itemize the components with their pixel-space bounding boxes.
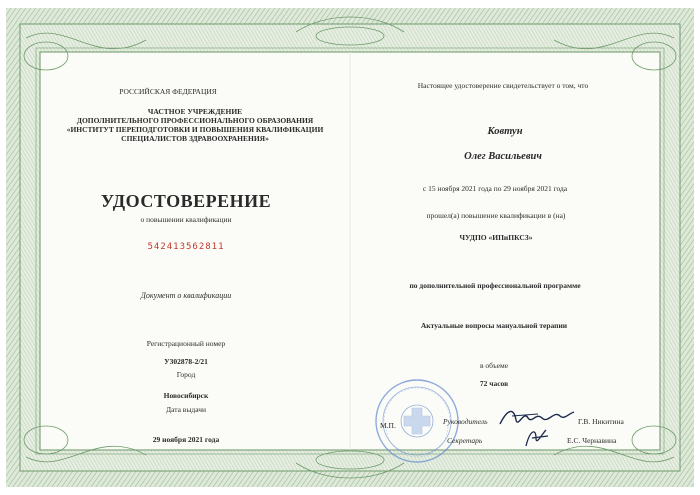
seal-place-label: М.П. (380, 421, 396, 430)
program-label: по дополнительной профессиональной программе (409, 281, 581, 290)
org-line-2: ДОПОЛНИТЕЛЬНОГО ПРОФЕССИОНАЛЬНОГО ОБРАЗОВАНИЯ (76, 116, 314, 125)
guilloche-frame (6, 8, 694, 487)
registration-number: У302878-2/21 (164, 357, 208, 366)
secretary-label: Секретарь (447, 436, 483, 445)
org-line-1: ЧАСТНОЕ УЧРЕЖДЕНИЕ (147, 107, 243, 116)
issue-date-label: Дата выдачи (165, 405, 207, 414)
institution-short-name: ЧУДПО «ИПиПКСЗ» (459, 233, 533, 242)
issue-date: 29 ноября 2021 года (152, 435, 220, 444)
holder-surname: Ковтун (487, 126, 523, 137)
passed-label: прошел(а) повышение квалификации в (на) (426, 211, 566, 220)
registration-label: Регистрационный номер (146, 339, 226, 348)
hours-value: 72 часов (479, 379, 509, 388)
org-line-3: «ИНСТИТУТ ПЕРЕПОДГОТОВКИ И ПОВЫШЕНИЯ КВАЛИФИКАЦИИ (66, 125, 324, 134)
document-title: УДОСТОВЕРЕНИЕ (100, 191, 272, 211)
secretary-signature (522, 424, 552, 450)
certificate-sheet (6, 8, 694, 487)
serial-number: 542413562811 (147, 242, 225, 252)
country-label: РОССИЙСКАЯ ФЕДЕРАЦИЯ (119, 87, 217, 96)
training-period: с 15 ноября 2021 года по 29 ноября 2021 года (422, 184, 568, 193)
document-subtitle: о повышении квалификации (140, 215, 232, 224)
certificate-intro: Настоящее удостоверение свидетельствует о том, что (417, 81, 589, 90)
head-label: Руководитель (443, 417, 488, 426)
org-line-4: СПЕЦИАЛИСТОВ ЗДРАВООХРАНЕНИЯ» (121, 134, 269, 143)
document-type: Документ о квалификации (140, 291, 232, 300)
holder-name: Олег Васильевич (464, 151, 542, 162)
secretary-name: Е.С. Чернавина (567, 436, 617, 445)
volume-label: в объеме (479, 361, 509, 370)
program-name: Актуальные вопросы мануальной терапии (420, 321, 568, 330)
city-value: Новосибирск (163, 391, 209, 400)
head-name: Г.В. Никитина (578, 417, 624, 426)
city-label: Город (176, 370, 196, 379)
